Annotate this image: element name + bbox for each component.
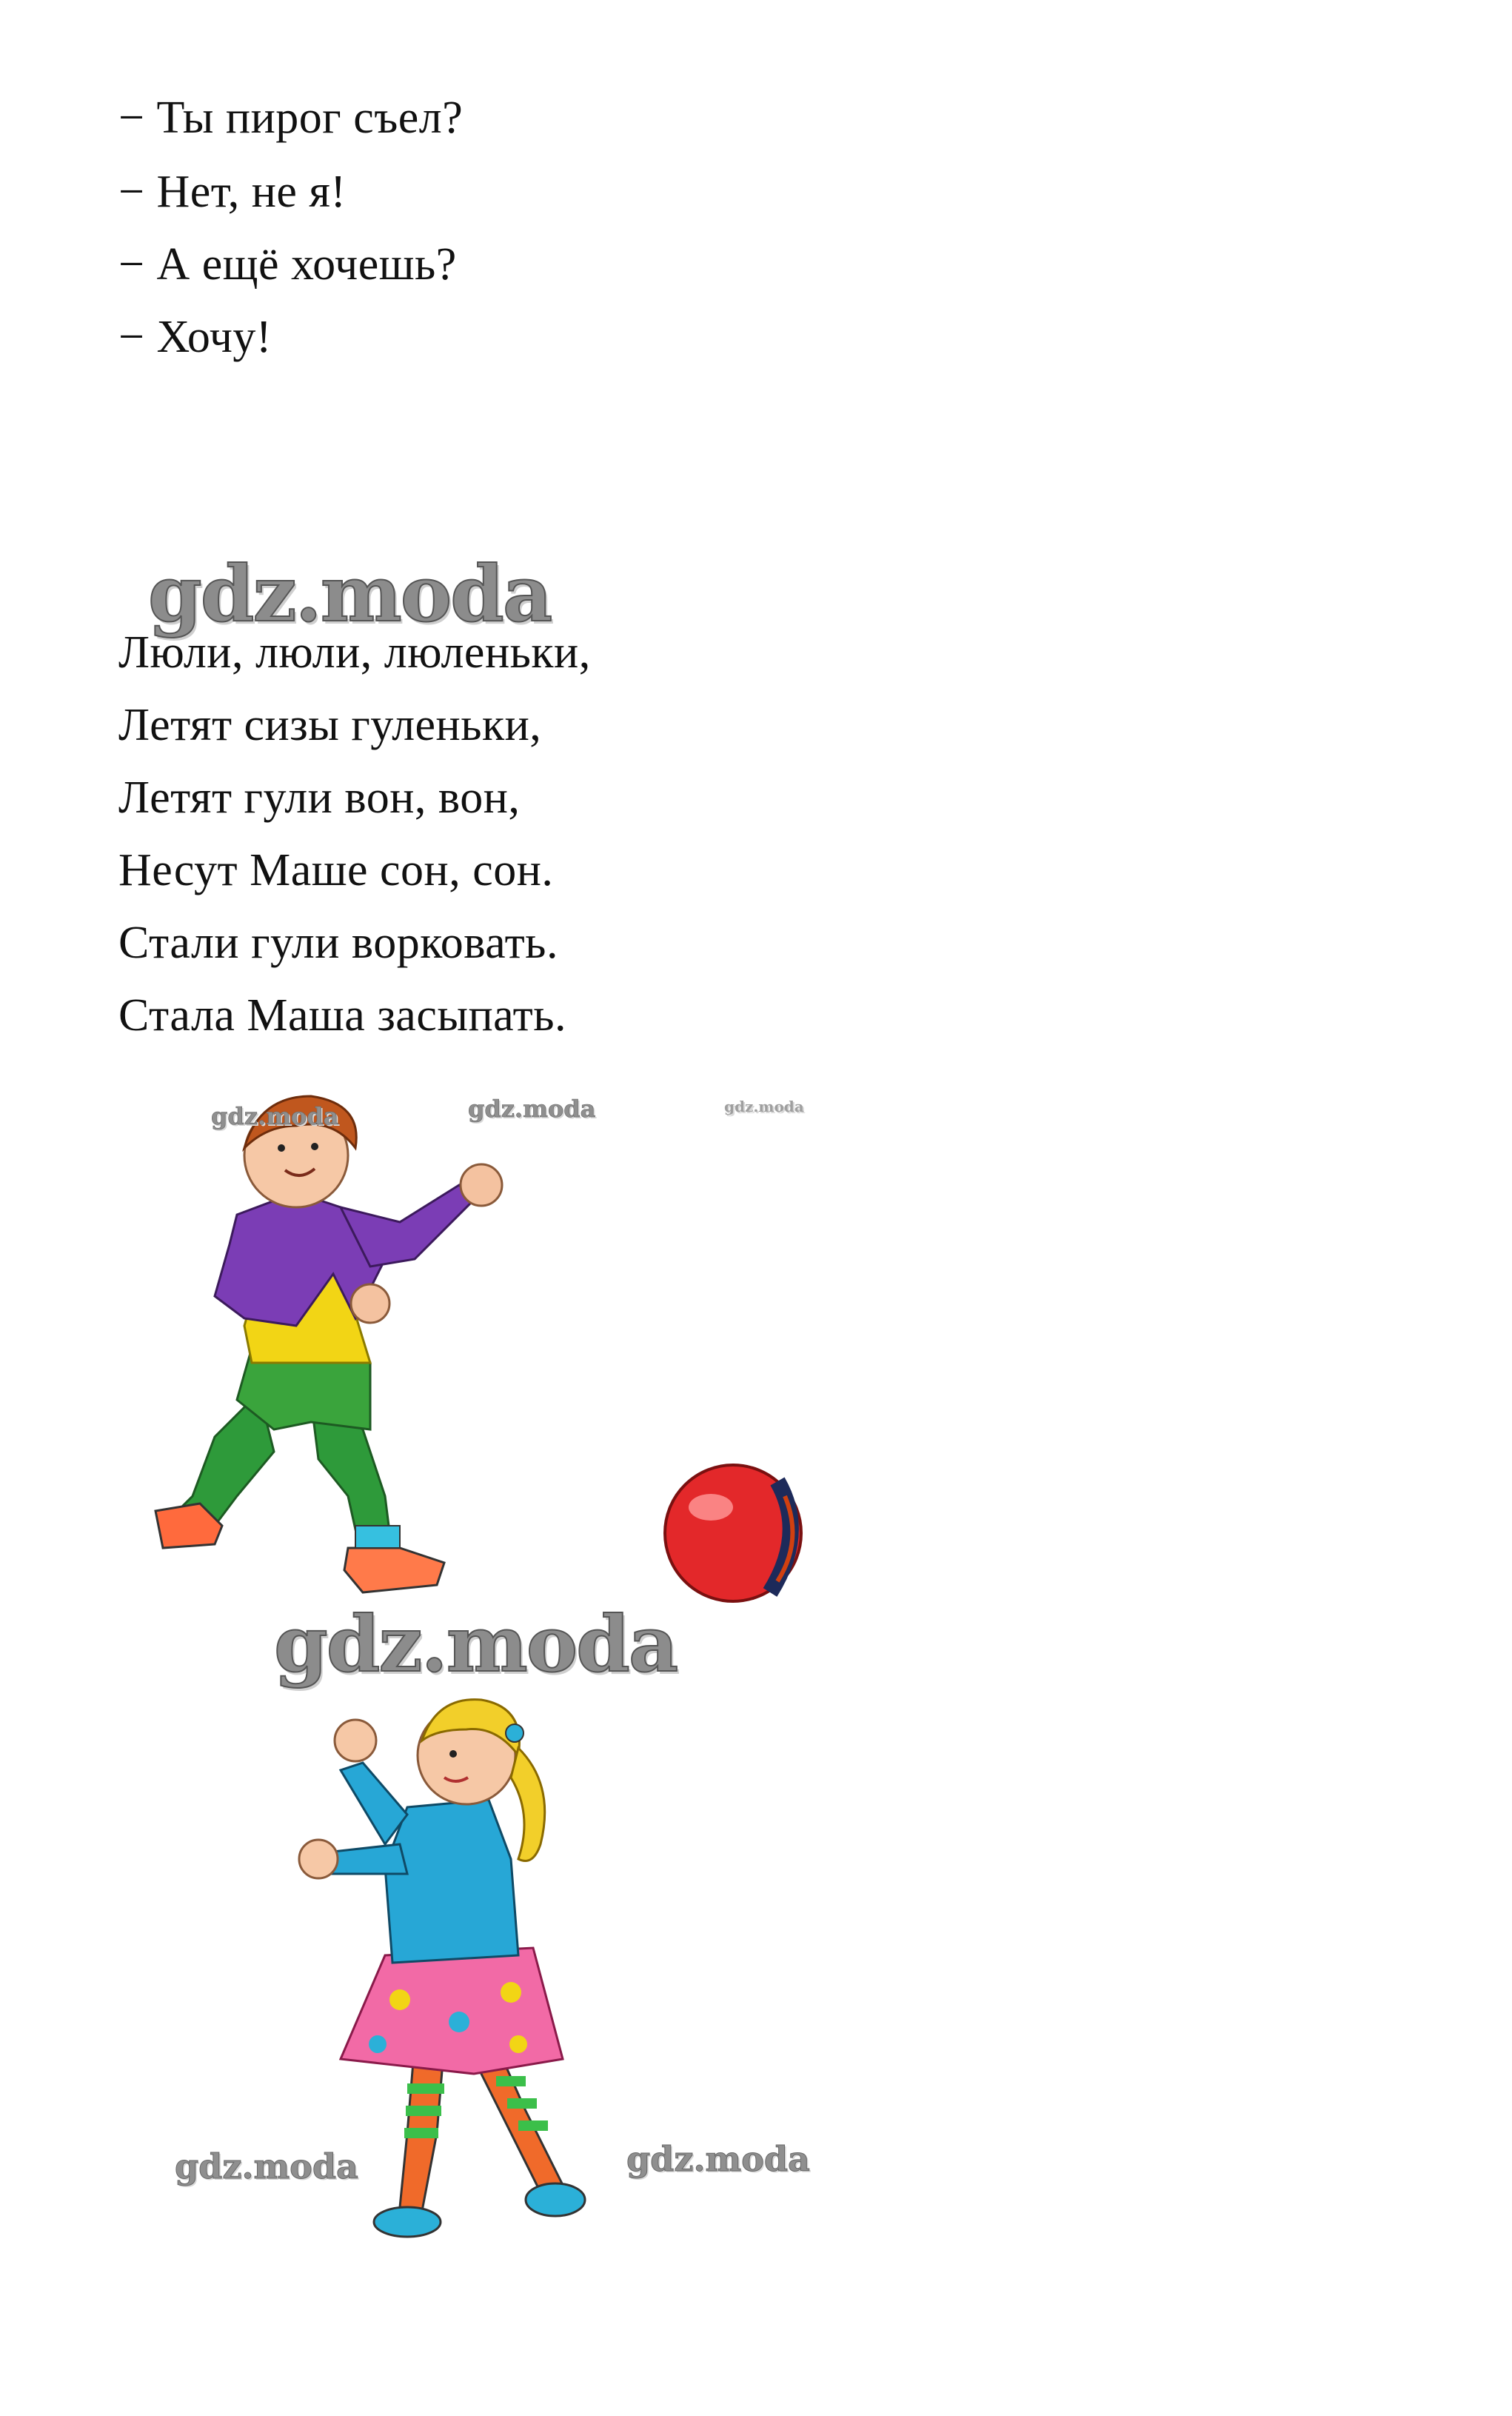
- boy-illustration: [148, 1081, 622, 1600]
- watermark: gdz.moda: [274, 1598, 678, 1689]
- dialogue-line: − Нет, не я!: [118, 167, 347, 217]
- dialogue-line: − Хочу!: [118, 312, 272, 362]
- ball-illustration: [652, 1452, 814, 1615]
- poem-line: Люли, люли, люленьки,: [118, 627, 591, 678]
- dialogue-line: − А ещё хочешь?: [118, 239, 457, 290]
- watermark: gdz.moda: [175, 2146, 358, 2186]
- poem-line: Летят гули вон, вон,: [118, 772, 521, 823]
- poem-line: Стали гули ворковать.: [118, 918, 558, 968]
- poem-line: Несут Маше сон, сон.: [118, 845, 554, 895]
- watermark: gdz.moda: [724, 1098, 804, 1115]
- watermark: gdz.moda: [626, 2139, 810, 2179]
- watermark: gdz.moda: [211, 1102, 339, 1130]
- watermark: gdz.moda: [468, 1095, 596, 1123]
- dialogue-line: − Ты пирог съел?: [118, 93, 464, 143]
- watermark: gdz.moda: [148, 548, 552, 639]
- poem-line: Летят сизы гуленьки,: [118, 700, 542, 750]
- poem-line: Стала Маша засыпать.: [118, 990, 566, 1041]
